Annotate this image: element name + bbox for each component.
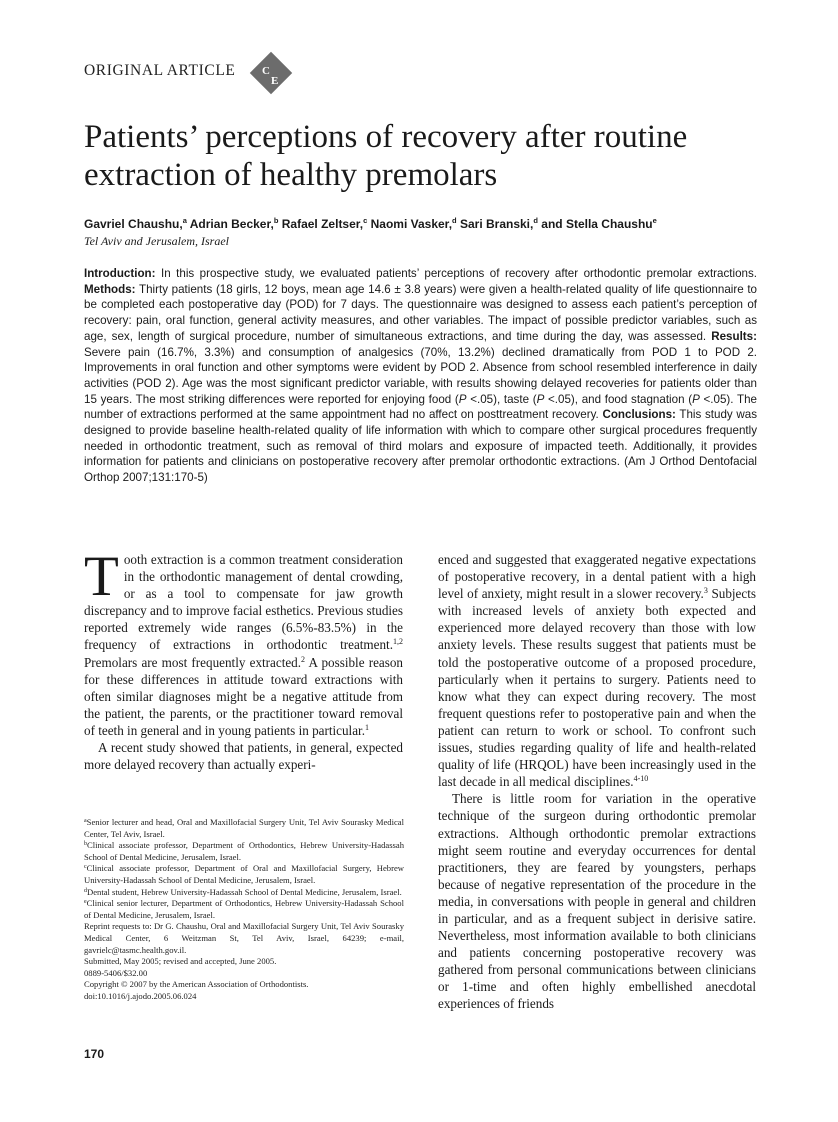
footnote bbox=[84, 817, 404, 840]
ce-badge-e: E bbox=[271, 75, 279, 87]
footnote-mark: b bbox=[84, 841, 87, 848]
article-type-label: ORIGINAL ARTICLE bbox=[84, 62, 236, 79]
ce-badge-icon bbox=[249, 51, 293, 95]
footnote-mark: c bbox=[84, 864, 87, 871]
footnote-text: Senior lecturer and head, Oral and Maxillofacial Surgery Unit, Tel Aviv Sourasky Medical Center, Tel Aviv, Israel. bbox=[84, 817, 404, 839]
body-paragraph bbox=[84, 545, 404, 739]
abstract-results-label: Results: bbox=[711, 329, 757, 343]
p-value-symbol: P bbox=[458, 392, 467, 406]
reprint-requests: Reprint requests to: Dr G. Chaushu, Oral and Maxillofacial Surgery Unit, Tel Aviv Sourasky Medical Center, 6 Weitzman St, Tel Aviv, Israel, 64239; e-mail, gavrielc@tasmc.health.gov.il. bbox=[84, 921, 404, 955]
author-mark: d bbox=[533, 216, 538, 225]
author-mark: e bbox=[652, 216, 657, 225]
author-mark: c bbox=[363, 216, 368, 225]
author-mark: b bbox=[273, 216, 279, 225]
citation-ref: 1 bbox=[364, 722, 369, 732]
abstract-methods-label: Methods: bbox=[84, 282, 136, 296]
author-list bbox=[84, 216, 784, 232]
footnote bbox=[84, 887, 404, 899]
abstract-conclusions-label: Conclusions: bbox=[602, 408, 676, 422]
body-paragraph: A recent study showed that patients, in general, expected more delayed recovery than actually experi- bbox=[84, 740, 403, 773]
body-column-left bbox=[84, 545, 404, 773]
footnote-text: Clinical senior lecturer, Department of Orthodontics, Hebrew University-Hadassah School of Dental Medicine, Jerusalem, Israel. bbox=[84, 898, 404, 920]
footnote-text: Clinical associate professor, Department of Orthodontics, Hebrew University-Hadassah School of Dental Medicine, Jerusalem, Israel. bbox=[84, 840, 404, 862]
author-name: Naomi Vasker, bbox=[370, 217, 453, 231]
abstract-intro-label: Introduction: bbox=[84, 267, 156, 280]
author-name: Adrian Becker, bbox=[189, 217, 274, 231]
drop-cap: T bbox=[84, 545, 119, 608]
body-text: A possible reason for these differences in attitude toward extractions with often similar diagnoses might be a negative attitude from the patient, the parents, or the practitioner toward removal of teeth in general and in young patients in particular. bbox=[84, 654, 404, 738]
citation-ref: 2 bbox=[301, 654, 306, 664]
abstract-results-text: Severe pain (16.7%, 3.3%) and consumption of analgesics (70%, 13.2%) declined dramatically from POD 1 to POD 2. Improvements in oral function and other symptoms were evident by POD 2. Absence from school resembled interference in daily activities (POD 2). Age was the most significant predictor variable, with results showing delayed recoveries for patients older than 15 years. The most striking differences were reported for enjoying food ( bbox=[84, 345, 757, 406]
author-name: Rafael Zeltser, bbox=[281, 217, 364, 231]
author-name: Gavriel Chaushu, bbox=[84, 217, 183, 231]
abstract-results-text: <.05), taste ( bbox=[466, 392, 537, 406]
footnotes bbox=[84, 817, 404, 1003]
copyright-notice: Copyright © 2007 by the American Association of Orthodontists. bbox=[84, 979, 309, 990]
abstract-results-text: <.05). The number of extractions performed at the same appointment had no affect on posttreatment recovery. bbox=[84, 392, 757, 422]
p-value-symbol: P bbox=[692, 392, 700, 406]
footnote bbox=[84, 840, 404, 863]
body-paragraph bbox=[438, 551, 756, 790]
p-value-symbol: P bbox=[536, 392, 545, 406]
abstract bbox=[84, 266, 757, 486]
body-text: enced and suggested that exaggerated negative expectations of postoperative recovery, in a dental patient with a high level of anxiety, might result in a slower recovery. bbox=[438, 552, 756, 602]
author-mark: d bbox=[452, 216, 457, 225]
author-name: Sari Branski, bbox=[459, 217, 534, 231]
footnote-text: Dental student, Hebrew University-Hadassah School of Dental Medicine, Jerusalem, Israel. bbox=[87, 886, 402, 897]
footnote-text: Clinical associate professor, Department of Oral and Maxillofacial Surgery, Hebrew University-Hadassah School of Dental Medicine, Jerusalem, Israel. bbox=[84, 863, 404, 885]
abstract-conclusions-text: This study was designed to provide baseline health-related quality of life information with which to compare other surgical procedures frequently needed in orthodontic treatment, such as removal of third molars and exposure of impacted teeth. Additionally, it provides information for patients and clinicians on postoperative recovery after premolar orthodontic extractions. (Am J Orthod Dentofacial Orthop 2007;131:170-5) bbox=[84, 408, 757, 485]
footnote-mark: d bbox=[84, 887, 87, 894]
abstract-methods-text: Thirty patients (18 girls, 12 boys, mean age 14.6 ± 3.8 years) were given a health-related quality of life questionnaire to be completed each postoperative day (POD) for 7 days. The questionnaire was designed to assess each patient’s perception of recovery: pain, oral function, general activity measures, and other variables. The impact of possible predictor variables, such as age, sex, length of surgical procedure, number of simultaneous extractions, and time during the day, was assessed. bbox=[84, 282, 757, 343]
citation-ref: 3 bbox=[703, 586, 708, 596]
footnote bbox=[84, 863, 404, 886]
author-affiliation: Tel Aviv and Jerusalem, Israel bbox=[84, 234, 229, 248]
page-number: 170 bbox=[84, 1047, 105, 1061]
author-mark: a bbox=[182, 216, 187, 225]
footnote-mark: a bbox=[84, 818, 87, 824]
ce-badge-c: C bbox=[262, 65, 270, 77]
abstract-results-text: <.05), and food stagnation ( bbox=[544, 392, 693, 406]
doi-link[interactable]: doi:10.1016/j.ajodo.2005.06.024 bbox=[84, 990, 197, 1001]
footnote bbox=[84, 898, 404, 921]
body-column-right bbox=[438, 551, 756, 1013]
footnote-mark: e bbox=[84, 899, 87, 906]
ce-badge-diamond bbox=[250, 52, 292, 94]
body-text: ooth extraction is a common treatment consideration in the orthodontic management of dental crowding, or as a tool to compensate for jaw growth discrepancy and to improve facial esthetics. Previous studies reported extremely wide ranges (6.5%-83.5%) in the frequency of extractions in orthodontic treatment. bbox=[84, 552, 403, 653]
author-name: and Stella Chaushu bbox=[541, 217, 653, 231]
body-text: Subjects with increased levels of anxiety both expected and experienced more delayed recovery than those with low anxiety levels. These results suggest that patients must be told the postoperative outcome of a proposed procedure, particularly when it pertains to surgery. Patients need to know what they can expect during recovery. The most frequent questions refer to postoperative pain and when the patient can return to work or school. To confront such issues, studies regarding quality of life and health-related quality of life (HRQOL) have been increasingly used in the last decade in all medical disciplines. bbox=[438, 586, 756, 790]
abstract-intro-text: In this prospective study, we evaluated patients’ perceptions of recovery after orthodontic premolar extractions. bbox=[160, 267, 757, 280]
body-paragraph: There is little room for variation in the operative technique of the surgeon during orthodontic premolar extractions. Although orthodontic premolar extractions might seem routine and everyday occurrences for dental practitioners, they are feared by youngsters, perhaps because of negative representation of the procedure in the media, in conversations with people in general and children in particular, and as a frequent subject in derisive satire. Nevertheless, most information available to both clinicians and patients concerning postoperative recovery was gathered from personal communications between clinicians or 1-time and often highly embellished anecdotal experiences of friends bbox=[438, 791, 756, 1012]
citation-ref: 4-10 bbox=[633, 774, 649, 784]
citation-ref: 1,2 bbox=[393, 637, 403, 647]
submission-dates: Submitted, May 2005; revised and accepted, June 2005. bbox=[84, 956, 277, 967]
issn-price: 0889-5406/$32.00 bbox=[84, 967, 148, 978]
body-text: Premolars are most frequently extracted. bbox=[84, 654, 302, 670]
article-title: Patients’ perceptions of recovery after routine extraction of healthy premolars bbox=[84, 119, 688, 193]
